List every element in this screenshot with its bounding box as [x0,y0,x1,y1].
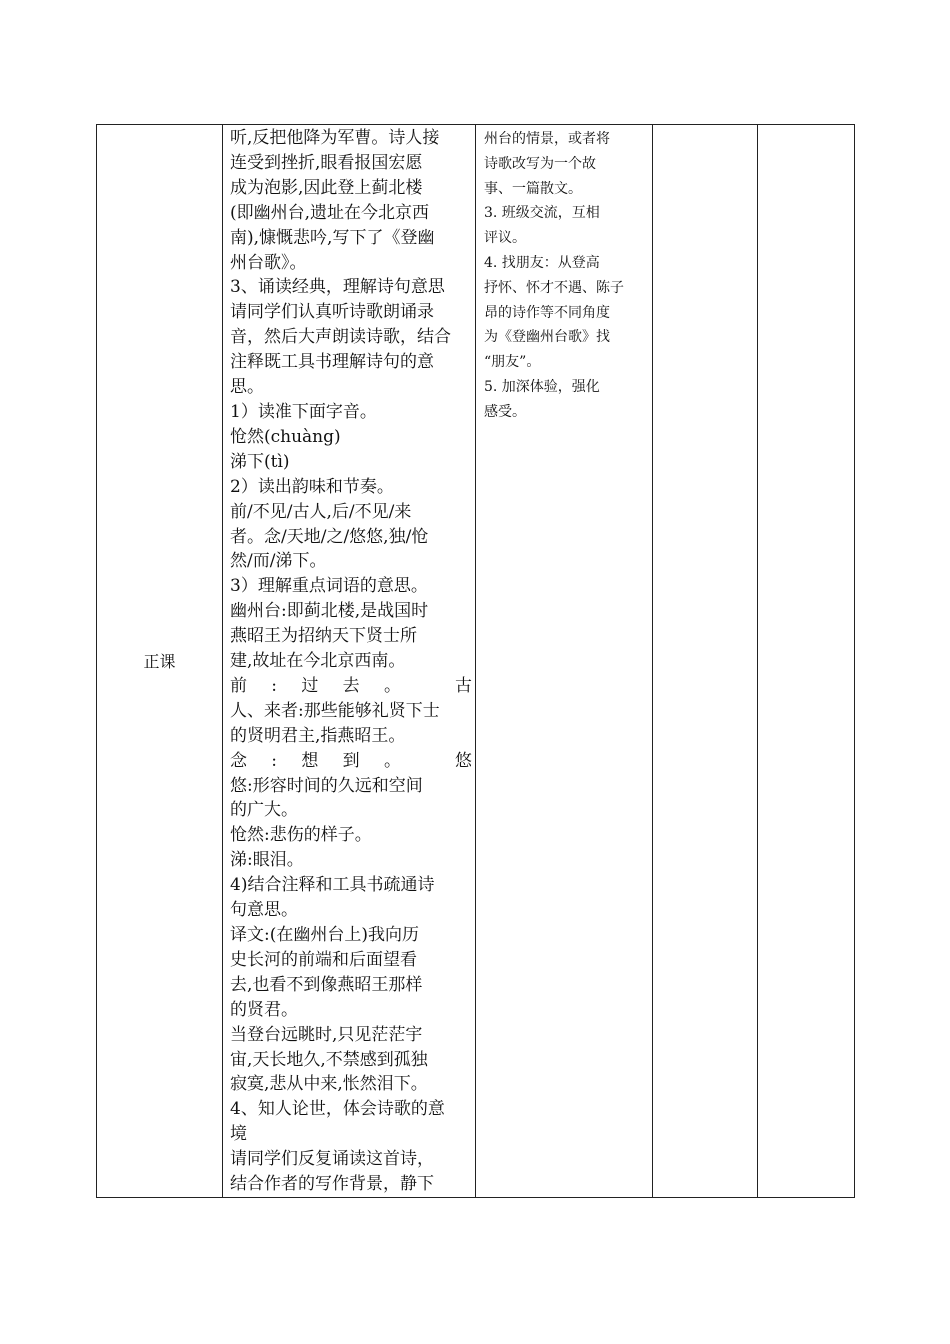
empty-cell [758,125,855,1198]
text-line: 4. 找朋友：从登高 [484,254,600,271]
text-line: 请同学们反复诵读这首诗， [230,1149,434,1170]
text-line: 4)结合注释和工具书疏通诗 [230,875,435,896]
text-line: 州台歌》。 [230,252,307,273]
text-line: 寂寞,悲从中来,怅然泪下。 [230,1074,428,1095]
text-line: 州台的情景，或者将 [484,131,610,147]
text-line: 的广大。 [230,800,298,821]
teacher-activity-text [223,125,475,1197]
text-line: 史长河的前端和后面望看 [230,949,417,970]
text-line: 1）读准下面字音。 [230,401,377,422]
text-line: 当登台远眺时,只见茫茫宇 [230,1024,423,1045]
text-line: 建,故址在今北京西南。 [230,651,406,672]
text-line: 2）读出韵味和节奏。 [230,476,394,497]
text-line: 人、来者:那些能够礼贤下士 [230,700,440,721]
text-line: 的贤明君主,指燕昭王。 [230,725,406,746]
empty-cell [653,125,758,1198]
stage-cell [97,125,223,1198]
student-activity-text [476,125,652,425]
text-line: 宙,天长地久,不禁感到孤独 [230,1049,428,1070]
text-line: 幽州台:即蓟北楼,是战国时 [230,601,429,622]
text-line: 4、知人论世，体会诗歌的意 [230,1099,445,1120]
text-line: (即幽州台,遗址在今北京西 [230,202,430,223]
text-line: 听,反把他降为军曹。诗人接 [230,128,440,148]
text-line: 成为泡影,因此登上蓟北楼 [230,177,423,198]
text-line: 诗歌改写为一个故 [484,155,596,172]
text-line: 抒怀、怀才不遇、陈子 [484,279,624,296]
text-line: 感受。 [484,403,526,420]
text-line: 句意思。 [230,900,298,921]
student-activity-cell [476,125,653,1198]
text-line: 3）理解重点词语的意思。 [230,576,428,597]
text-line: 然/而/涕下。 [230,551,327,572]
text-line: 思。 [230,377,264,398]
stage-label: 正课 [143,652,176,672]
text-line: 为《登幽州台歌》找 [484,329,610,346]
text-line: 的贤君。 [230,999,298,1020]
text-line: 去,也看不到像燕昭王那样 [230,974,423,995]
text-line: 念:想到。 悠 [230,750,472,771]
text-line: 3. 班级交流，互相 [484,205,600,222]
text-line: 怆然(chuàng) [230,426,341,447]
text-line: 前/不见/古人,后/不见/来 [230,501,412,522]
text-line: 燕昭王为招纳天下贤士所 [230,626,417,647]
text-line: 评议。 [484,230,526,247]
lesson-plan-table [96,124,855,1198]
text-line: 怆然:悲伤的样子。 [230,825,372,846]
text-line: 涕下(tì) [230,451,290,472]
text-line: 5. 加深体验，强化 [484,378,600,395]
text-line: 3、诵读经典，理解诗句意思 [230,277,445,298]
table-row [97,125,855,1198]
text-line: 悠:形容时间的久远和空间 [230,775,423,796]
text-line: 连受到挫折,眼看报国宏愿 [230,152,423,173]
text-line: 结合作者的写作背景，静下 [230,1174,434,1195]
text-line: 音，然后大声朗读诗歌，结合 [230,327,451,348]
text-line: 境 [230,1124,247,1145]
text-line: 注释既工具书理解诗句的意 [230,352,434,373]
text-line: “朋友”。 [484,354,541,371]
teacher-activity-cell [223,125,476,1198]
text-line: 前:过去。 古 [230,675,472,696]
text-line: 南),慷慨悲吟,写下了《登幽 [230,227,435,248]
text-line: 昂的诗作等不同角度 [484,304,610,321]
text-line: 者。念/天地/之/悠悠,独/怆 [230,526,429,547]
text-line: 涕:眼泪。 [230,850,304,871]
text-line: 请同学们认真听诗歌朗诵录 [230,302,434,323]
text-line: 译文:(在幽州台上)我向历 [230,925,419,945]
text-line: 事、一篇散文。 [484,180,582,197]
